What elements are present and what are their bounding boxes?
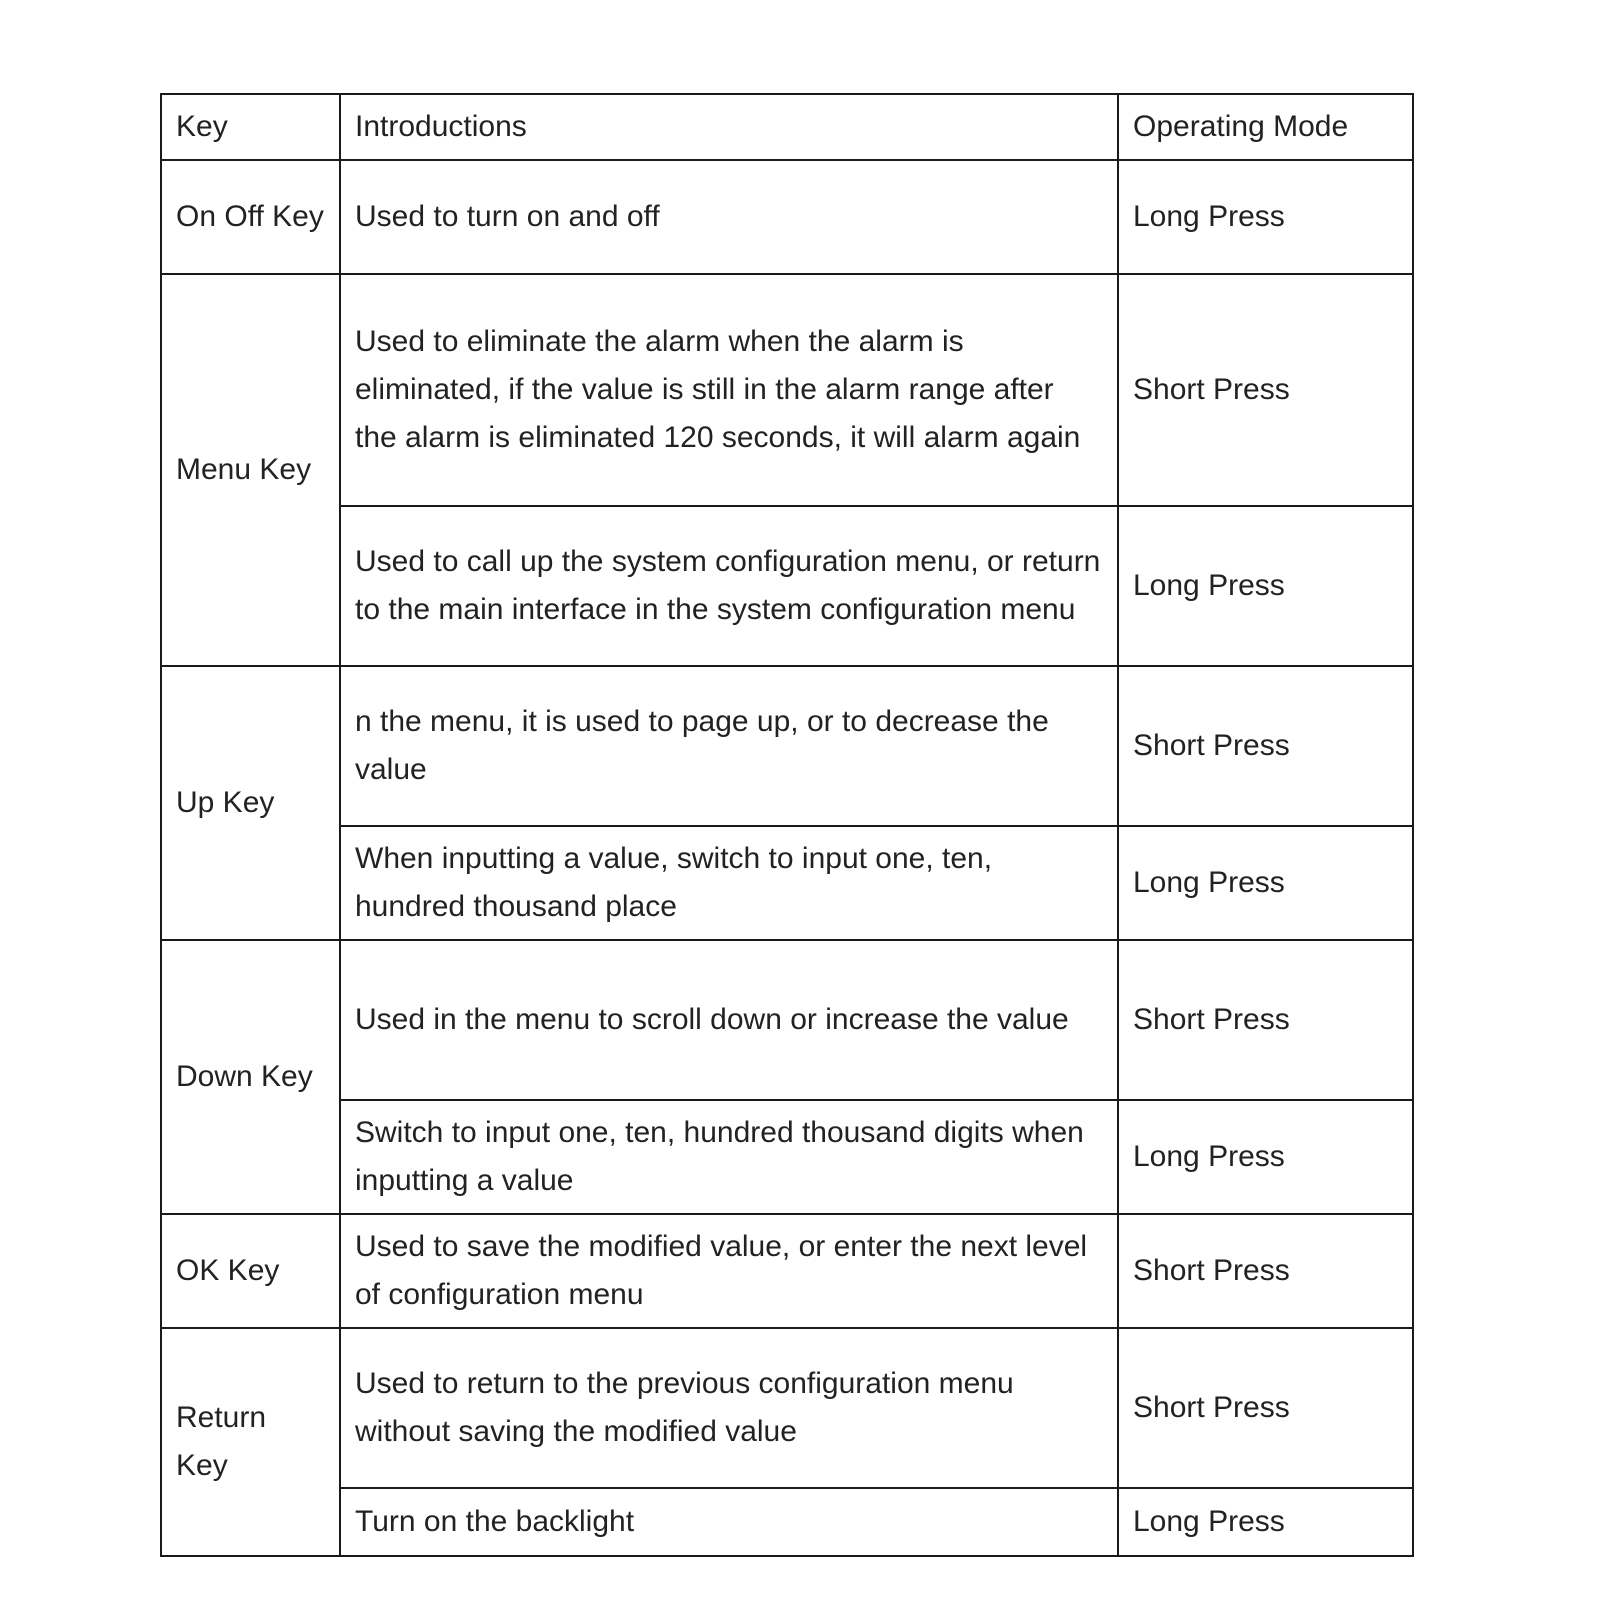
intro-cell: Used to call up the system configuration menu, or return to the main interface in the system configuration menu: [340, 506, 1118, 666]
table-row: [161, 1328, 1413, 1488]
key-cell-return: Return Key: [161, 1328, 340, 1556]
mode-cell: Short Press: [1118, 666, 1413, 826]
table-row: [161, 826, 1413, 940]
mode-cell: Long Press: [1118, 160, 1413, 274]
intro-cell: Used in the menu to scroll down or increase the value: [340, 940, 1118, 1100]
mode-cell: Short Press: [1118, 1328, 1413, 1488]
table-row: [161, 274, 1413, 506]
header-introductions: Introductions: [340, 94, 1118, 160]
table-row: [161, 1488, 1413, 1556]
mode-cell: Long Press: [1118, 506, 1413, 666]
mode-cell: Short Press: [1118, 1214, 1413, 1328]
table-row: [161, 1214, 1413, 1328]
header-operating-mode: Operating Mode: [1118, 94, 1413, 160]
key-cell-menu: Menu Key: [161, 274, 340, 666]
mode-cell: Long Press: [1118, 1488, 1413, 1556]
key-cell-down: Down Key: [161, 940, 340, 1214]
intro-cell: Used to turn on and off: [340, 160, 1118, 274]
mode-cell: Short Press: [1118, 274, 1413, 506]
key-operation-table: [160, 93, 1414, 1557]
intro-cell: Turn on the backlight: [340, 1488, 1118, 1556]
intro-cell: Used to return to the previous configuration menu without saving the modified value: [340, 1328, 1118, 1488]
header-key: Key: [161, 94, 340, 160]
table-row: [161, 1100, 1413, 1214]
intro-cell: When inputting a value, switch to input one, ten, hundred thousand place: [340, 826, 1118, 940]
intro-cell: Used to eliminate the alarm when the alarm is eliminated, if the value is still in the alarm range after the alarm is eliminated 120 seconds, it will alarm again: [340, 274, 1118, 506]
key-cell-up: Up Key: [161, 666, 340, 940]
table-row: [161, 160, 1413, 274]
mode-cell: Short Press: [1118, 940, 1413, 1100]
intro-cell: Switch to input one, ten, hundred thousand digits when inputting a value: [340, 1100, 1118, 1214]
mode-cell: Long Press: [1118, 826, 1413, 940]
mode-cell: Long Press: [1118, 1100, 1413, 1214]
key-cell-ok: OK Key: [161, 1214, 340, 1328]
table-row: [161, 940, 1413, 1100]
table-row: [161, 666, 1413, 826]
intro-cell: Used to save the modified value, or enter the next level of configuration menu: [340, 1214, 1118, 1328]
intro-cell: n the menu, it is used to page up, or to decrease the value: [340, 666, 1118, 826]
table-header-row: [161, 94, 1413, 160]
table-row: [161, 506, 1413, 666]
key-cell-on-off: On Off Key: [161, 160, 340, 274]
